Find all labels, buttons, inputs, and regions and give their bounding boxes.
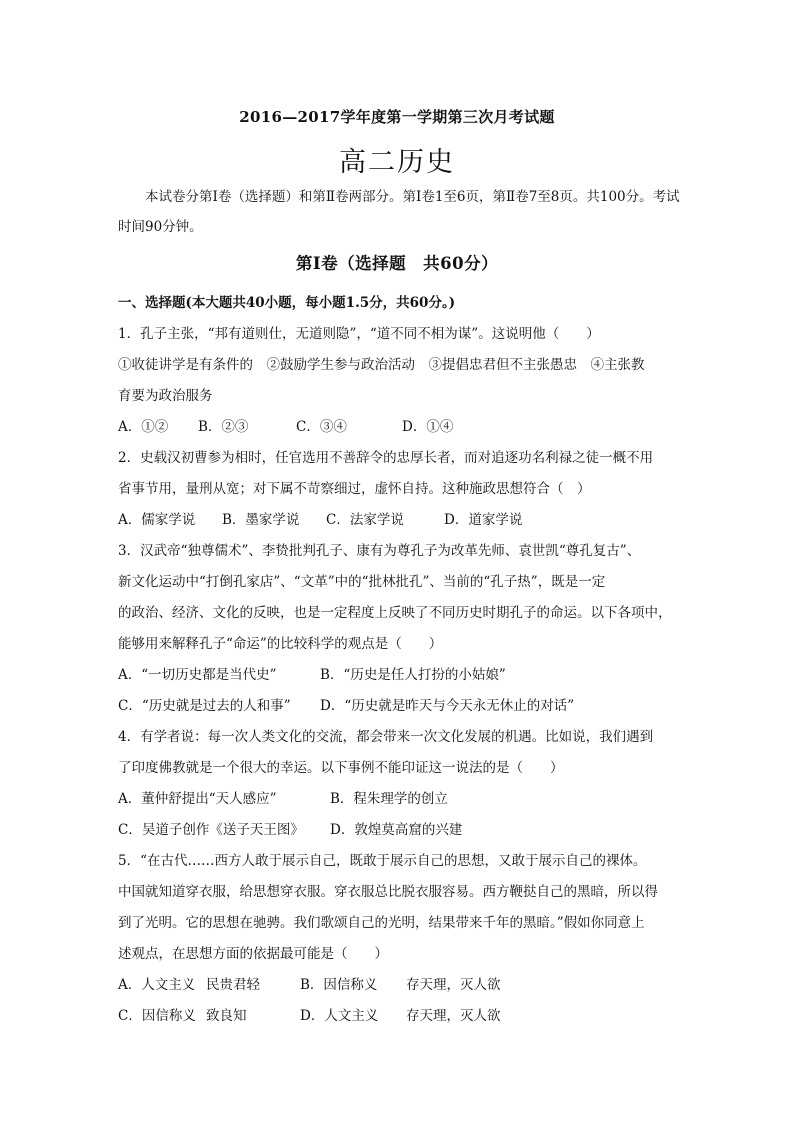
- q1-option-a: A．①②: [118, 419, 169, 435]
- exam-title: 2016—2017学年度第一学期第三次月考试题: [239, 108, 555, 126]
- q5-option-d-extra: 存天理，灭人欲: [406, 1008, 501, 1024]
- q1-option-c: C．③④: [296, 419, 347, 435]
- q5-option-c-extra: 致良知: [206, 1008, 247, 1024]
- q3-option-b: B．“历史是任人打扮的小姑娘”: [320, 667, 506, 683]
- section-title: 第Ⅰ卷（选择题 共60分）: [295, 254, 499, 273]
- q3-option-d: D．“历史就是昨天与今天永无休止的对话”: [320, 698, 575, 714]
- q4-stem: 4．有学者说：每一次人类文化的交流，都会带来一次文化发展的机遇。比如说，我们遇到: [118, 729, 654, 745]
- q3-option-a: A．“一切历史都是当代史”: [118, 667, 277, 683]
- q2-option-d: D．道家学说: [444, 512, 523, 528]
- q4-option-c: C．吴道子创作《送子天王图》: [118, 822, 304, 838]
- q5-stem-cont-2: 到了光明。它的思想在驰骋。我们歌颂自己的光明，结果带来千年的黑暗。”假如你同意上: [118, 915, 645, 931]
- q1-items: ①收徒讲学是有条件的 ②鼓励学生参与政治活动 ③提倡忠君但不主张愚忠 ④主张教: [118, 357, 645, 373]
- q2-option-c: C．法家学说: [326, 512, 404, 528]
- q5-options-row1: [118, 970, 692, 1001]
- q2-options: [118, 505, 692, 536]
- q3-option-c: C．“历史就是过去的人和事”: [118, 698, 291, 714]
- q2-option-a: A．儒家学说: [118, 512, 196, 528]
- q3-stem-cont-3: 能够用来解释孔子“命运”的比较科学的观点是（ ）: [118, 636, 443, 652]
- q3-options-row2: [118, 691, 692, 722]
- q5-stem-cont-3: 述观点，在思想方面的依据最可能是（ ）: [118, 946, 388, 962]
- q5-stem: 5．“在古代……西方人敢于展示自己，既敢于展示自己的思想，又敢于展示自己的裸体。: [118, 853, 647, 869]
- q3-stem: 3．汉武帝“独尊儒术”、李贽批判孔子、康有为尊孔子为改革先师、袁世凯“尊孔复古”、: [118, 543, 641, 559]
- q1-option-d: D．①④: [402, 419, 454, 435]
- q4-option-b: B．程朱理学的创立: [330, 791, 448, 807]
- subject-title: 高二历史: [339, 147, 455, 178]
- q3-stem-cont-1: 新文化运动中“打倒孔家店”、“文革”中的“批林批孔”、当前的“孔子热”，既是一定: [118, 574, 606, 590]
- q1-stem: 1．孔子主张，“邦有道则仕，无道则隐”，“道不同不相为谋”。这说明他（ ）: [118, 326, 600, 342]
- q4-options-row2: [118, 815, 692, 846]
- q5-option-b: B．因信称义: [300, 977, 378, 993]
- q2-stem: 2．史载汉初曹参为相时，任官选用不善辞令的忠厚长者，而对追逐功名利禄之徒一概不用: [118, 450, 654, 466]
- question-list: [118, 288, 692, 1032]
- q2-option-b: B．墨家学说: [222, 512, 300, 528]
- q5-option-b-extra: 存天理，灭人欲: [406, 977, 501, 993]
- q1-options: [118, 412, 692, 443]
- section-instruction: 一、选择题(本大题共40小题，每小题1.5分，共60分。): [118, 295, 456, 311]
- q4-option-d: D．敦煌莫高窟的兴建: [330, 822, 463, 838]
- q5-option-c: C．因信称义: [118, 1008, 196, 1024]
- q5-option-a: A．人文主义: [118, 977, 196, 993]
- q1-items-cont: 育要为政治服务: [118, 388, 213, 404]
- q4-options-row1: [118, 784, 692, 815]
- q3-stem-cont-2: 的政治、经济、文化的反映，也是一定程度上反映了不同历史时期孔子的命运。以下各项中，: [118, 605, 672, 621]
- q2-stem-cont: 省事节用，量刑从宽；对下属不苛察细过，虚怀自持。这种施政思想符合（ ）: [118, 481, 591, 497]
- q1-option-b: B．②③: [198, 419, 249, 435]
- q5-option-a-extra: 民贵君轻: [206, 977, 260, 993]
- q5-options-row2: [118, 1001, 692, 1032]
- q3-options-row1: [118, 660, 692, 691]
- q5-stem-cont-1: 中国就知道穿衣服，给思想穿衣服。穿衣服总比脱衣服容易。西方鞭挞自己的黑暗，所以得: [118, 884, 658, 900]
- intro-paragraph: 本试卷分第Ⅰ卷（选择题）和第Ⅱ卷两部分。第Ⅰ卷1至6页，第Ⅱ卷7至8页。共100分。考试时间90分钟。: [118, 189, 680, 235]
- q5-option-d: D．人文主义: [300, 1008, 379, 1024]
- q4-option-a: A．董仲舒提出“天人感应”: [118, 791, 277, 807]
- q4-stem-cont: 了印度佛教就是一个很大的幸运。以下事例不能印证这一说法的是（ ）: [118, 760, 564, 776]
